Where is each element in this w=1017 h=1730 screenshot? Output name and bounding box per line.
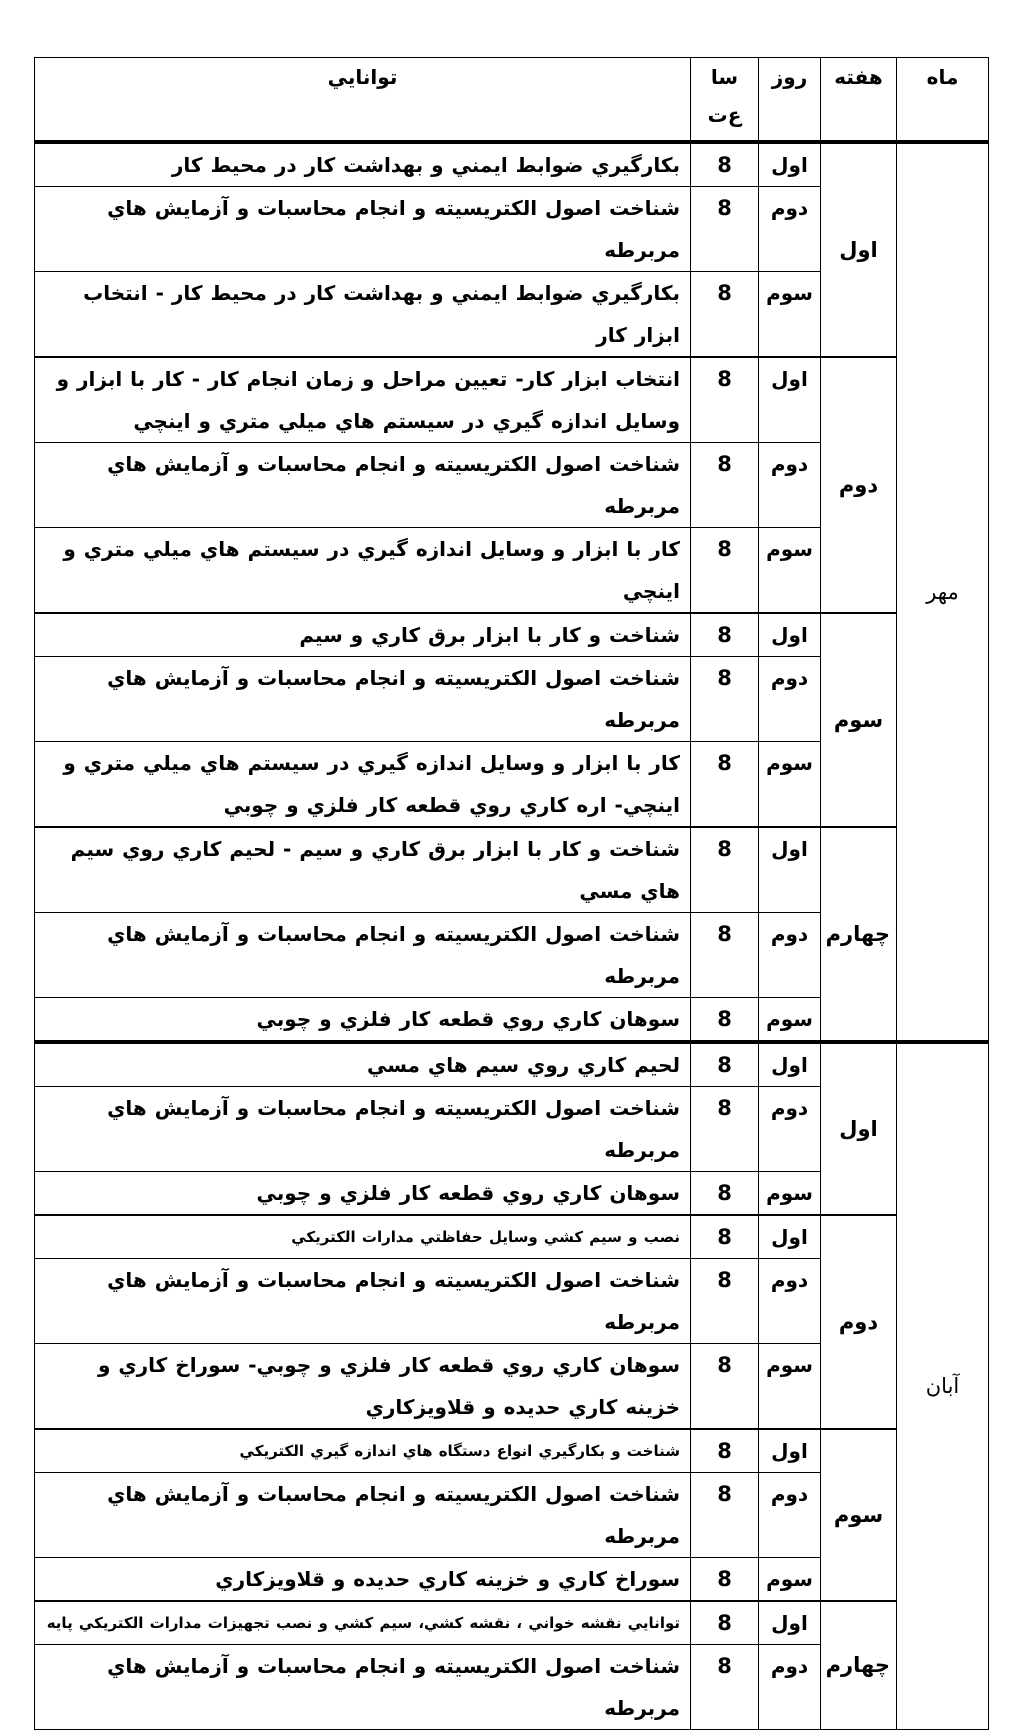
header-row	[35, 58, 989, 142]
day-cell: سوم	[759, 1557, 821, 1601]
hours-cell: 8	[691, 142, 759, 187]
skill-cell: شناخت اصول الكتريسيته و انجام محاسبات و آزمايش هاي مربرطه	[35, 1258, 691, 1343]
header-month: ماه	[897, 58, 989, 142]
schedule-row	[35, 1042, 989, 1087]
day-cell: دوم	[759, 1644, 821, 1729]
header-week: هفته	[821, 58, 897, 142]
week-cell: دوم	[821, 357, 897, 613]
hours-cell: 8	[691, 271, 759, 357]
week-cell: چهارم	[821, 827, 897, 1042]
hours-cell: 8	[691, 912, 759, 997]
skill-cell: شناخت اصول الكتريسيته و انجام محاسبات و آزمايش هاي مربرطه	[35, 912, 691, 997]
skill-cell: شناخت و كار با ابزار برق كاري و سيم	[35, 613, 691, 657]
skill-cell: سوهان كاري روي قطعه كار فلزي و چوبي	[35, 1171, 691, 1215]
week-cell: اول	[821, 1042, 897, 1215]
header-hours: ساع‌ت	[691, 58, 759, 142]
schedule-row	[35, 357, 989, 443]
hours-cell: 8	[691, 1644, 759, 1729]
schedule-row	[35, 1215, 989, 1259]
skill-cell: شناخت اصول الكتريسيته و انجام محاسبات و آزمايش هاي مربرطه	[35, 1644, 691, 1729]
hours-cell: 8	[691, 656, 759, 741]
month-cell: مهر	[897, 142, 989, 1042]
hours-cell: 8	[691, 613, 759, 657]
skill-cell: كار با ابزار و وسايل اندازه گيري در سيستم هاي ميلي متري و اينچي- اره كاري روي قطعه كار فلزي و چوبي	[35, 741, 691, 827]
skill-cell: انتخاب ابزار كار- تعيين مراحل و زمان انجام كار - كار با ابزار و وسايل اندازه گيري در سيستم هاي ميلي متري و اينچي	[35, 357, 691, 443]
skill-cell: سوهان كاري روي قطعه كار فلزي و چوبي- سوراخ كاري و خزينه كاري حديده و قلاويزكاري	[35, 1343, 691, 1429]
hours-cell: 8	[691, 1429, 759, 1473]
week-cell: سوم	[821, 613, 897, 827]
schedule-row	[35, 1601, 989, 1645]
day-cell: دوم	[759, 1086, 821, 1171]
week-cell: چهارم	[821, 1601, 897, 1730]
day-cell: اول	[759, 1429, 821, 1473]
header-day: روز	[759, 58, 821, 142]
day-cell: دوم	[759, 1472, 821, 1557]
hours-cell: 8	[691, 357, 759, 443]
hours-cell: 8	[691, 741, 759, 827]
hours-cell: 8	[691, 997, 759, 1042]
day-cell: دوم	[759, 912, 821, 997]
hours-cell: 8	[691, 442, 759, 527]
day-cell: سوم	[759, 997, 821, 1042]
day-cell: اول	[759, 1601, 821, 1645]
week-cell: اول	[821, 142, 897, 357]
skill-cell: شناخت اصول الكتريسيته و انجام محاسبات و آزمايش هاي مربرطه	[35, 1086, 691, 1171]
day-cell: اول	[759, 1215, 821, 1259]
skill-cell: شناخت اصول الكتريسيته و انجام محاسبات و آزمايش هاي مربرطه	[35, 1472, 691, 1557]
hours-cell: 8	[691, 186, 759, 271]
day-cell: سوم	[759, 741, 821, 827]
skill-cell: بكارگيري ضوابط ايمني و بهداشت كار در محيط كار	[35, 142, 691, 187]
day-cell: سوم	[759, 271, 821, 357]
day-cell: دوم	[759, 442, 821, 527]
skill-cell: بكارگيري ضوابط ايمني و بهداشت كار در محيط كار - انتخاب ابزار كار	[35, 271, 691, 357]
day-cell: اول	[759, 1042, 821, 1087]
day-cell: سوم	[759, 527, 821, 613]
day-cell: اول	[759, 613, 821, 657]
hours-cell: 8	[691, 827, 759, 913]
skill-cell: شناخت اصول الكتريسيته و انجام محاسبات و آزمايش هاي مربرطه	[35, 656, 691, 741]
day-cell: سوم	[759, 1171, 821, 1215]
week-cell: سوم	[821, 1429, 897, 1601]
header-skill: توانايي	[35, 58, 691, 142]
skill-cell: نصب و سيم كشي وسايل حفاظتي مدارات الكتريكي	[35, 1215, 691, 1259]
schedule-row	[35, 827, 989, 913]
skill-cell: شناخت اصول الكتريسيته و انجام محاسبات و آزمايش هاي مربرطه	[35, 442, 691, 527]
training-schedule-table	[34, 57, 989, 1730]
day-cell: اول	[759, 142, 821, 187]
schedule-row	[35, 613, 989, 657]
schedule-row	[35, 142, 989, 187]
skill-cell: شناخت و بكارگيري انواع دستگاه هاي اندازه گيري الكتريكي	[35, 1429, 691, 1473]
hours-cell: 8	[691, 1258, 759, 1343]
skill-cell: كار با ابزار و وسايل اندازه گيري در سيستم هاي ميلي متري و اينچي	[35, 527, 691, 613]
day-cell: دوم	[759, 1258, 821, 1343]
skill-cell: شناخت اصول الكتريسيته و انجام محاسبات و آزمايش هاي مربرطه	[35, 186, 691, 271]
hours-cell: 8	[691, 1171, 759, 1215]
hours-cell: 8	[691, 1042, 759, 1087]
day-cell: اول	[759, 827, 821, 913]
hours-cell: 8	[691, 1472, 759, 1557]
schedule-body	[35, 58, 989, 1730]
hours-cell: 8	[691, 527, 759, 613]
day-cell: سوم	[759, 1343, 821, 1429]
skill-cell: سوهان كاري روي قطعه كار فلزي و چوبي	[35, 997, 691, 1042]
hours-cell: 8	[691, 1215, 759, 1259]
skill-cell: شناخت و كار با ابزار برق كاري و سيم - لحيم كاري روي سيم هاي مسي	[35, 827, 691, 913]
skill-cell: توانايي نقشه خواني ، نقشه كشي، سيم كشي و نصب تجهيزات مدارات الكتريكي پايه	[35, 1601, 691, 1645]
skill-cell: لحيم كاري روي سيم هاي مسي	[35, 1042, 691, 1087]
skill-cell: سوراخ كاري و خزينه كاري حديده و قلاويزكاري	[35, 1557, 691, 1601]
hours-cell: 8	[691, 1601, 759, 1645]
hours-cell: 8	[691, 1086, 759, 1171]
month-cell: آبان	[897, 1042, 989, 1730]
day-cell: دوم	[759, 186, 821, 271]
week-cell: دوم	[821, 1215, 897, 1429]
schedule-row	[35, 1429, 989, 1473]
hours-cell: 8	[691, 1557, 759, 1601]
hours-cell: 8	[691, 1343, 759, 1429]
day-cell: دوم	[759, 656, 821, 741]
day-cell: اول	[759, 357, 821, 443]
